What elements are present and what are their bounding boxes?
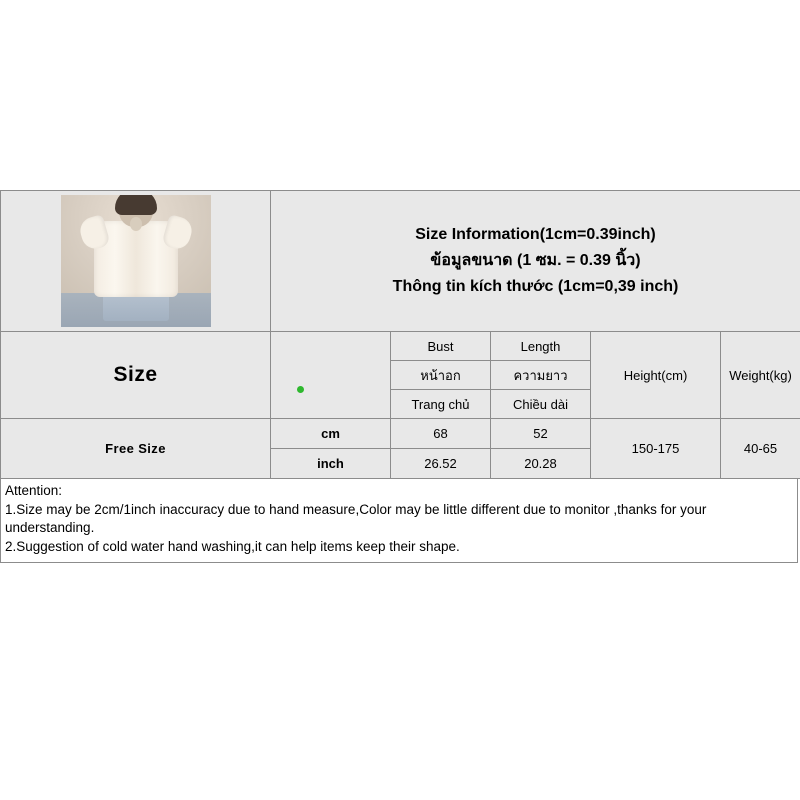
bust-header-th: หน้าอก	[391, 361, 491, 390]
row-weight-value: 40-65	[721, 419, 800, 479]
title-line-th: ข้อมูลขนาด (1 ซม. = 0.39 นิ้ว)	[430, 252, 641, 269]
title-line-vi: Thông tin kích thước (1cm=0,39 inch)	[392, 278, 679, 295]
height-header: Height(cm)	[591, 332, 721, 419]
attention-block	[0, 479, 798, 563]
attention-line-2: 2.Suggestion of cold water hand washing,it can help items keep their shape.	[5, 538, 460, 554]
attention-line-1: 1.Size may be 2cm/1inch inaccuracy due to hand measure,Color may be little different due to monitor ,thanks for your understanding.	[5, 501, 707, 535]
length-header-th: ความยาว	[491, 361, 591, 390]
row-unit-inch: inch	[271, 449, 391, 479]
row-size-value: Free Size	[1, 419, 271, 479]
product-photo	[61, 195, 211, 327]
row-height-value: 150-175	[591, 419, 721, 479]
model-hair	[115, 195, 157, 215]
table-row	[1, 419, 800, 449]
length-header-vi: Chiều dài	[491, 390, 591, 419]
model-neck	[130, 217, 142, 231]
title-cell	[271, 191, 800, 332]
table-header-row	[1, 191, 800, 332]
length-header-en: Length	[491, 332, 591, 361]
row-unit-cm: cm	[271, 419, 391, 449]
row-bust-cm: 68	[391, 419, 491, 449]
bust-header-en: Bust	[391, 332, 491, 361]
attention-heading: Attention:	[5, 483, 63, 498]
size-label-cell: Size	[1, 332, 271, 419]
size-information-table	[0, 190, 800, 479]
model-blouse	[94, 221, 178, 297]
product-image-cell	[1, 191, 271, 332]
title-line-en: Size Information(1cm=0.39inch)	[415, 226, 656, 243]
weight-header: Weight(kg)	[721, 332, 800, 419]
bust-header-vi: Trang chủ	[391, 390, 491, 419]
unit-header-cell	[271, 332, 391, 419]
row-bust-inch: 26.52	[391, 449, 491, 479]
column-header-row-1	[1, 332, 800, 361]
row-length-cm: 52	[491, 419, 591, 449]
size-chart-sheet	[0, 190, 800, 570]
row-length-inch: 20.28	[491, 449, 591, 479]
green-dot-icon	[297, 386, 304, 393]
